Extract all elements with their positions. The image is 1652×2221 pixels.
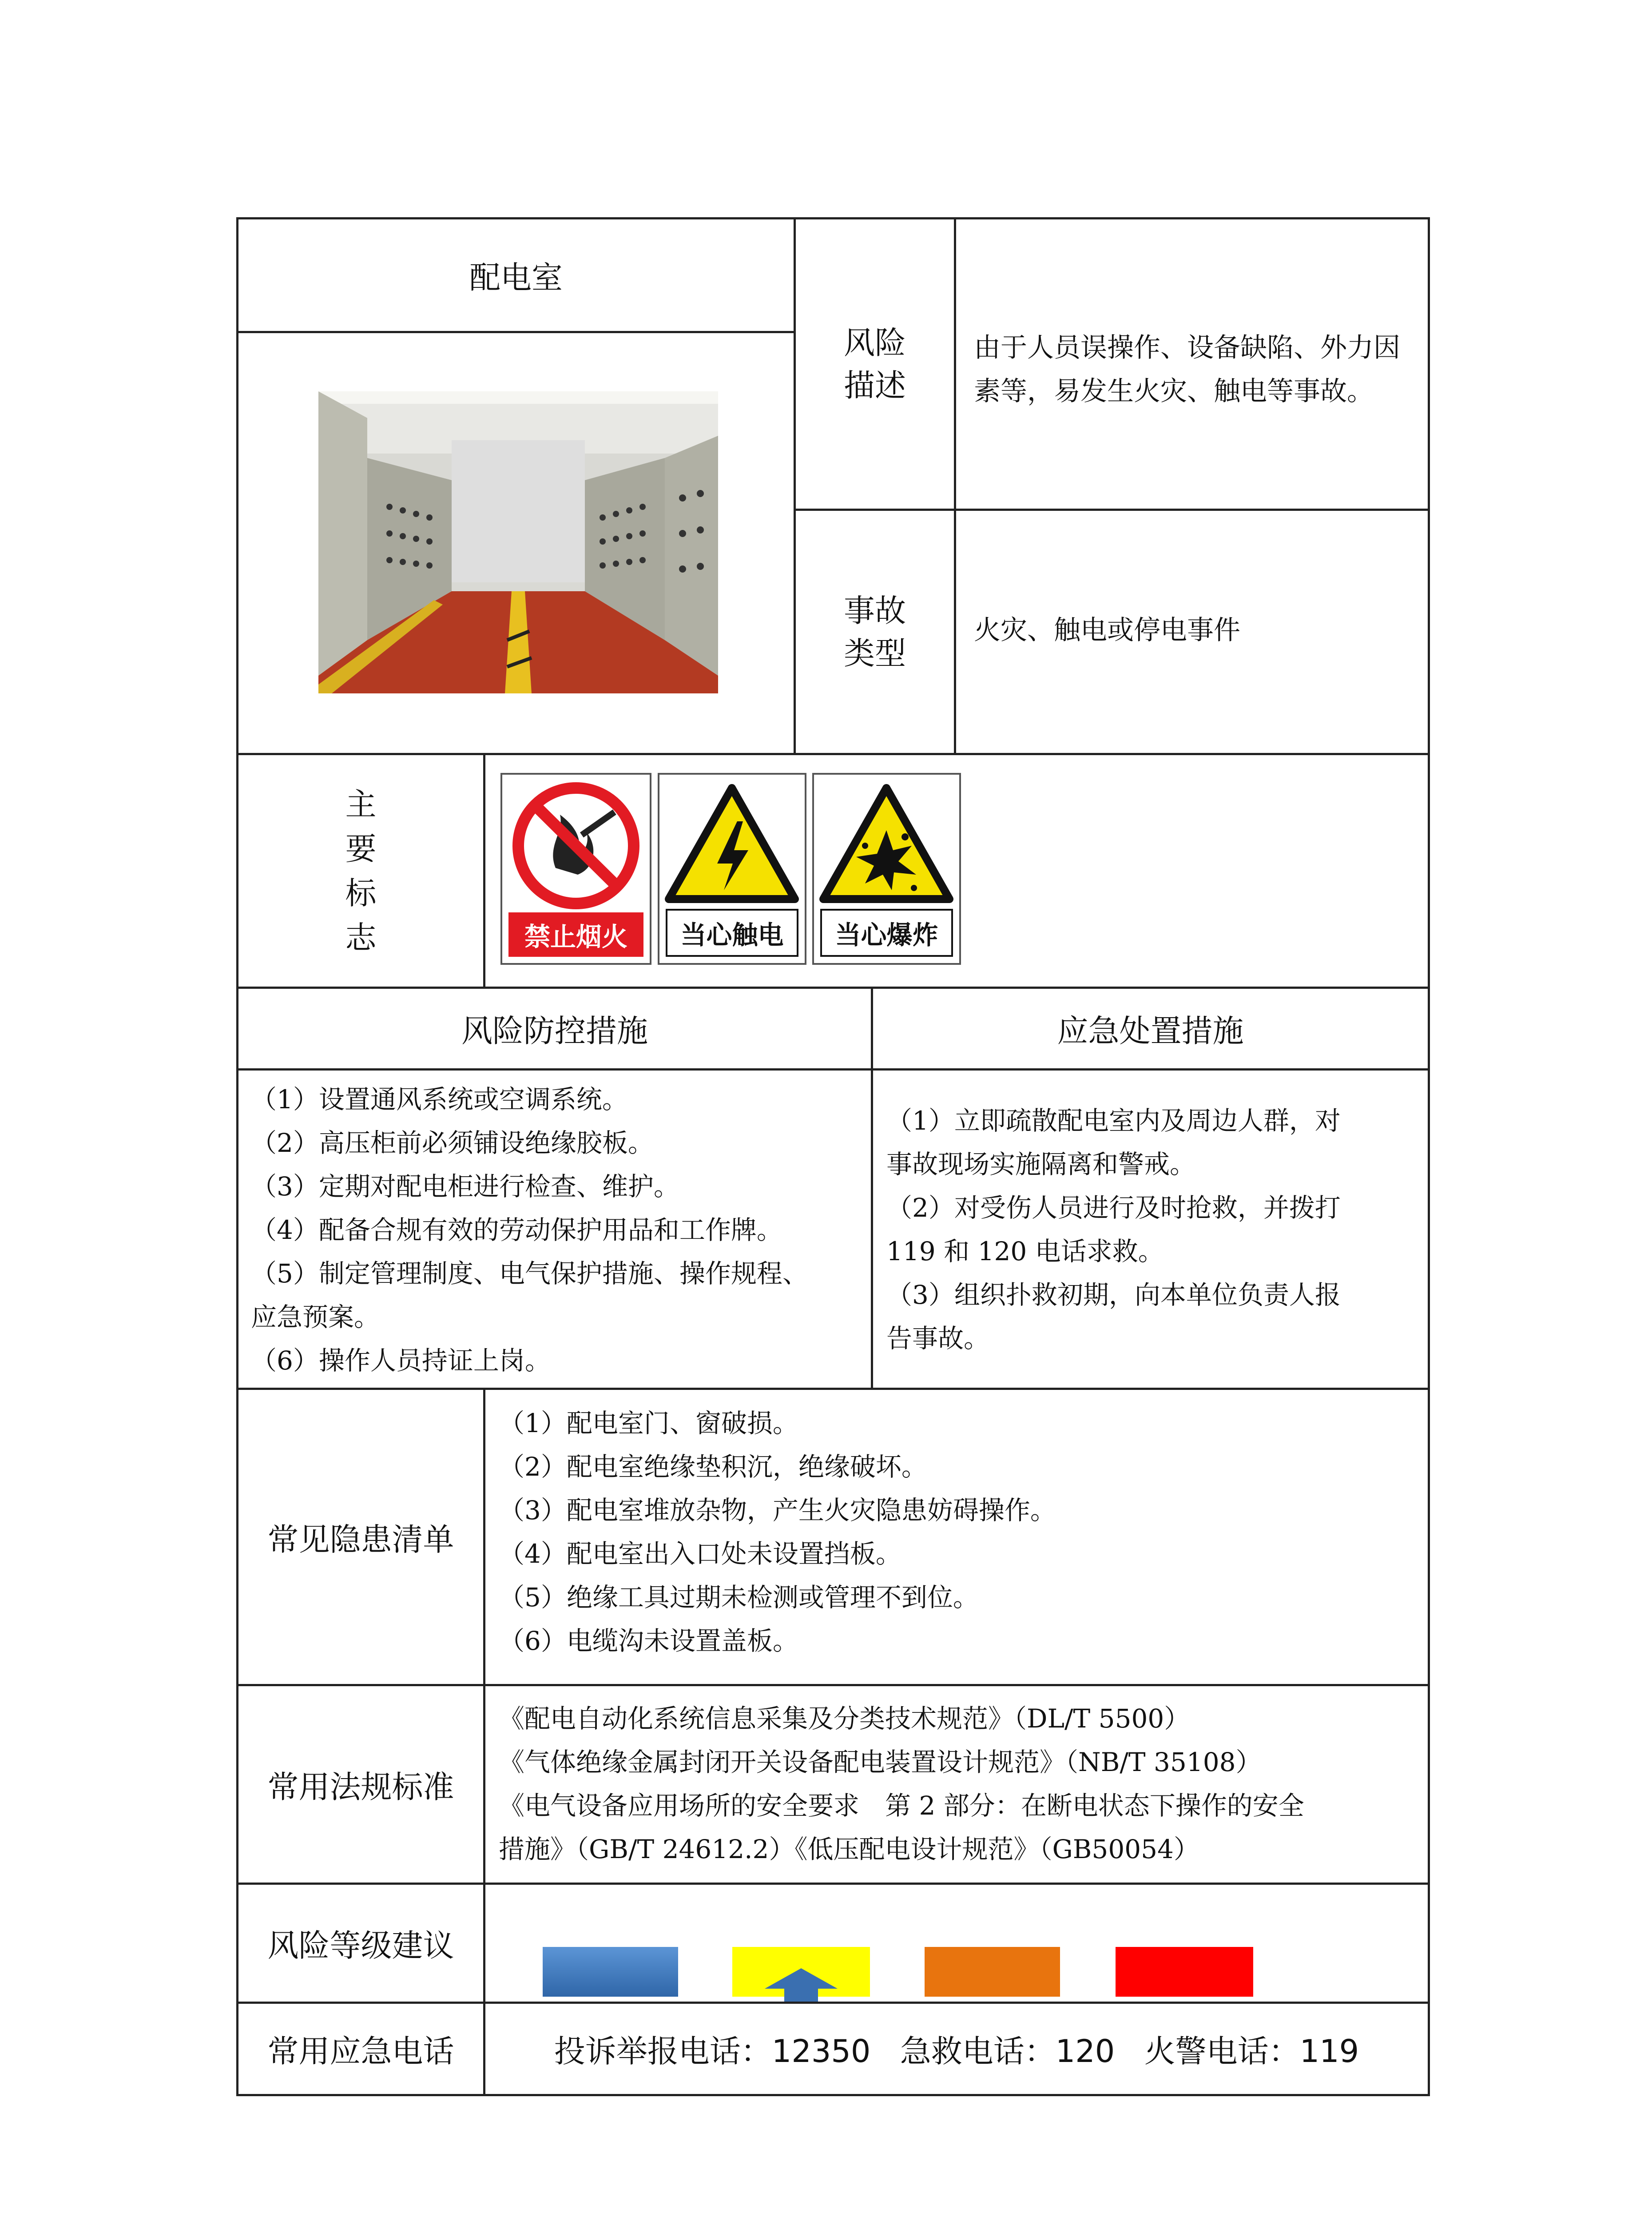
risk-level-red — [1116, 1947, 1253, 1997]
phone-list — [544, 2026, 1369, 2071]
complaint-phone: 投诉举报电话：12350 — [554, 2033, 871, 2070]
risk-level-label: 风险等级建议 — [236, 1883, 485, 2004]
electric-shock-sign-label: 当心触电 — [666, 909, 798, 957]
list-item: （2）配电室绝缘垫积沉，绝缘破坏。 — [499, 1452, 927, 1482]
list-item: （4）配备合规有效的劳动保护用品和工作牌。 — [251, 1215, 782, 1245]
list-item: 事故现场实施隔离和警戒。 — [886, 1149, 1196, 1179]
emergency-list — [886, 1099, 1419, 1360]
no-fire-sign-label: 禁止烟火 — [508, 912, 643, 957]
regulations-cell — [483, 1684, 1430, 1885]
no-fire-sign-icon — [502, 779, 650, 912]
list-item: （1）设置通风系统或空调系统。 — [251, 1084, 628, 1114]
list-item: （5）绝缘工具过期未检测或管理不到位。 — [499, 1582, 979, 1612]
list-item: （4）配电室出入口处未设置挡板。 — [499, 1539, 901, 1569]
phones-cell — [483, 2002, 1430, 2096]
regulation-line: 措施》（GB/T 24612.2）《低压配电设计规范》（GB50054） — [499, 1834, 1199, 1864]
distribution-room-photo — [318, 391, 718, 693]
risk-description-label: 风险 描述 — [794, 217, 956, 511]
accident-type-cell — [954, 509, 1430, 755]
phones-label: 常用应急电话 — [236, 2002, 485, 2096]
risk-card — [236, 217, 1430, 2096]
list-item: （3）定期对配电柜进行检查、维护。 — [251, 1171, 679, 1202]
list-item: （6）电缆沟未设置盖板。 — [499, 1626, 798, 1656]
list-item: （1）立即疏散配电室内及周边人群，对 — [886, 1106, 1341, 1136]
hazards-cell — [483, 1388, 1430, 1686]
risk-level-cell — [483, 1883, 1430, 2004]
fire-phone: 火警电话：119 — [1144, 2033, 1359, 2070]
hazards-label: 常见隐患清单 — [236, 1388, 485, 1686]
explosion-sign — [812, 773, 961, 965]
risk-description-text: 由于人员误操作、设备缺陷、外力因素等，易发生火灾、触电等事故。 — [974, 332, 1400, 407]
no-fire-sign — [500, 773, 651, 965]
up-arrow-icon — [761, 1967, 841, 2003]
regulations-list — [499, 1697, 1419, 1871]
risk-level-orange — [925, 1947, 1060, 1997]
main-signs-label: 主 要 标 志 — [236, 753, 485, 989]
list-item: 应急预案。 — [251, 1302, 380, 1332]
photo-cell — [236, 331, 796, 755]
explosion-warning-icon — [814, 779, 959, 912]
explosion-sign-label: 当心爆炸 — [820, 909, 953, 957]
hazards-list — [499, 1401, 1419, 1663]
location-title: 配电室 — [236, 217, 796, 333]
list-item: （2）高压柜前必须铺设绝缘胶板。 — [251, 1128, 654, 1158]
regulations-label: 常用法规标准 — [236, 1684, 485, 1885]
list-item: 119 和 120 电话求救。 — [886, 1236, 1164, 1266]
main-signs-cell — [483, 753, 1430, 989]
prevention-header: 风险防控措施 — [236, 987, 873, 1071]
electric-shock-sign — [658, 773, 806, 965]
risk-description-cell — [954, 217, 1430, 511]
ambulance-phone: 急救电话：120 — [900, 2033, 1115, 2070]
list-item: （2）对受伤人员进行及时抢救，并拨打 — [886, 1193, 1341, 1223]
prevention-cell — [236, 1068, 873, 1390]
accident-type-label: 事故 类型 — [794, 509, 956, 755]
prevention-list — [251, 1078, 862, 1382]
regulation-line: 《电气设备应用场所的安全要求 第 2 部分：在断电状态下操作的安全 — [499, 1791, 1304, 1821]
regulation-line: 《气体绝缘金属封闭开关设备配电装置设计规范》（NB/T 35108） — [499, 1747, 1262, 1777]
list-item: （1）配电室门、窗破损。 — [499, 1408, 798, 1438]
list-item: （6）操作人员持证上岗。 — [251, 1345, 551, 1376]
electric-shock-warning-icon — [659, 779, 805, 912]
accident-type-text: 火灾、触电或停电事件 — [974, 615, 1240, 646]
emergency-cell — [871, 1068, 1430, 1390]
list-item: （3）组织扑救初期，向本单位负责人报 — [886, 1280, 1341, 1310]
list-item: 告事故。 — [886, 1323, 990, 1353]
emergency-header: 应急处置措施 — [871, 987, 1430, 1071]
list-item: （5）制定管理制度、电气保护措施、操作规程、 — [251, 1258, 808, 1289]
risk-level-blue — [543, 1947, 678, 1997]
regulation-line: 《配电自动化系统信息采集及分类技术规范》（DL/T 5500） — [499, 1704, 1190, 1734]
list-item: （3）配电室堆放杂物，产生火灾隐患妨碍操作。 — [499, 1495, 1056, 1525]
